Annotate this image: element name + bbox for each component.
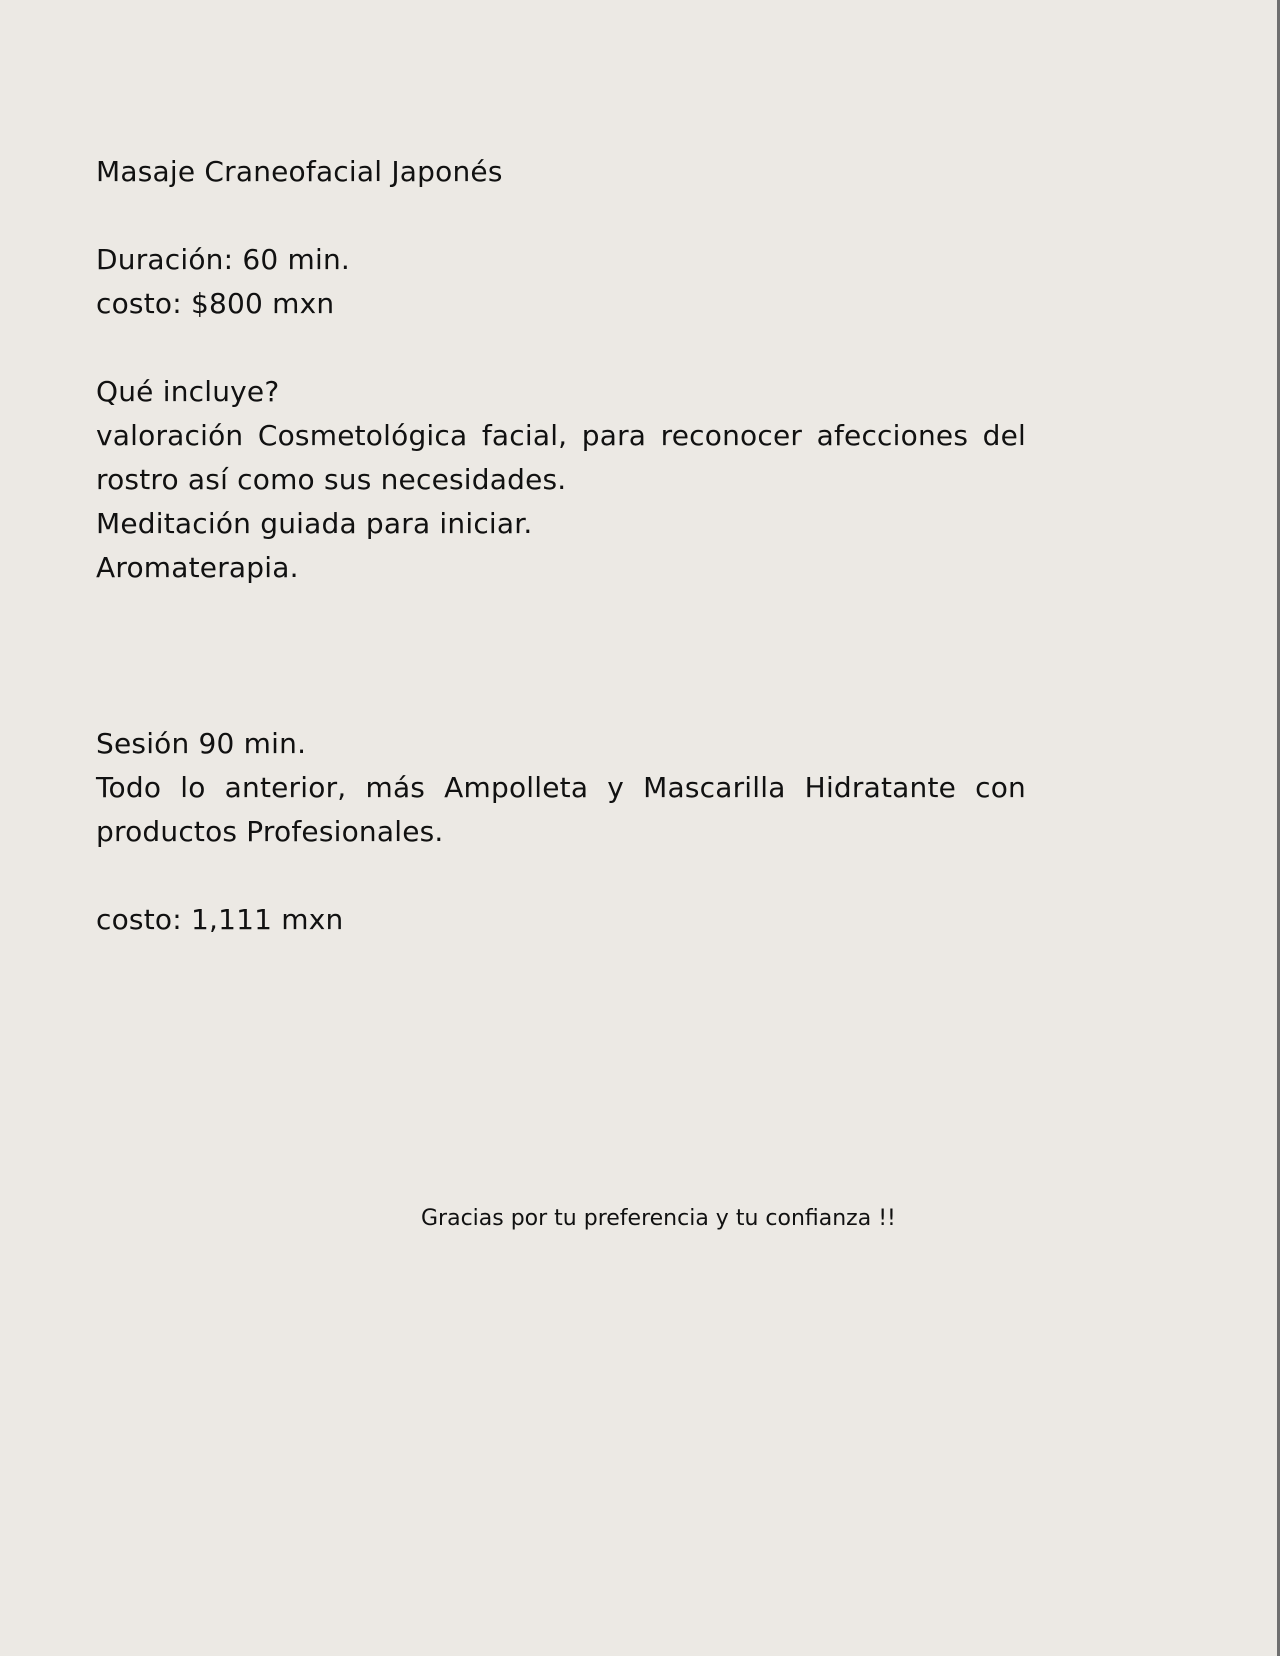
service-title: Masaje Craneofacial Japonés	[96, 155, 503, 188]
include-item-valoracion: valoración Cosmetológica facial, para reconocer afecciones del rostro así como sus necesidades.	[96, 419, 1026, 496]
session-90-description: Todo lo anterior, más Ampolleta y Mascarilla Hidratante con productos Profesionales.	[96, 771, 1026, 848]
service-document	[96, 150, 1026, 942]
spacer	[96, 194, 1026, 238]
spacer	[96, 854, 1026, 898]
spacer	[96, 326, 1026, 370]
spacer	[96, 590, 1026, 722]
include-item-aromaterapia: Aromaterapia.	[96, 551, 299, 584]
cost-90-text: costo: 1,111 mxn	[96, 903, 344, 936]
cost-60-text: costo: $800 mxn	[96, 287, 335, 320]
session-90-heading: Sesión 90 min.	[96, 727, 307, 760]
includes-heading: Qué incluye?	[96, 375, 280, 408]
footer-thanks: Gracias por tu preferencia y tu confianza !!	[421, 1206, 896, 1231]
include-item-meditacion: Meditación guiada para iniciar.	[96, 507, 533, 540]
duration-text: Duración: 60 min.	[96, 243, 350, 276]
